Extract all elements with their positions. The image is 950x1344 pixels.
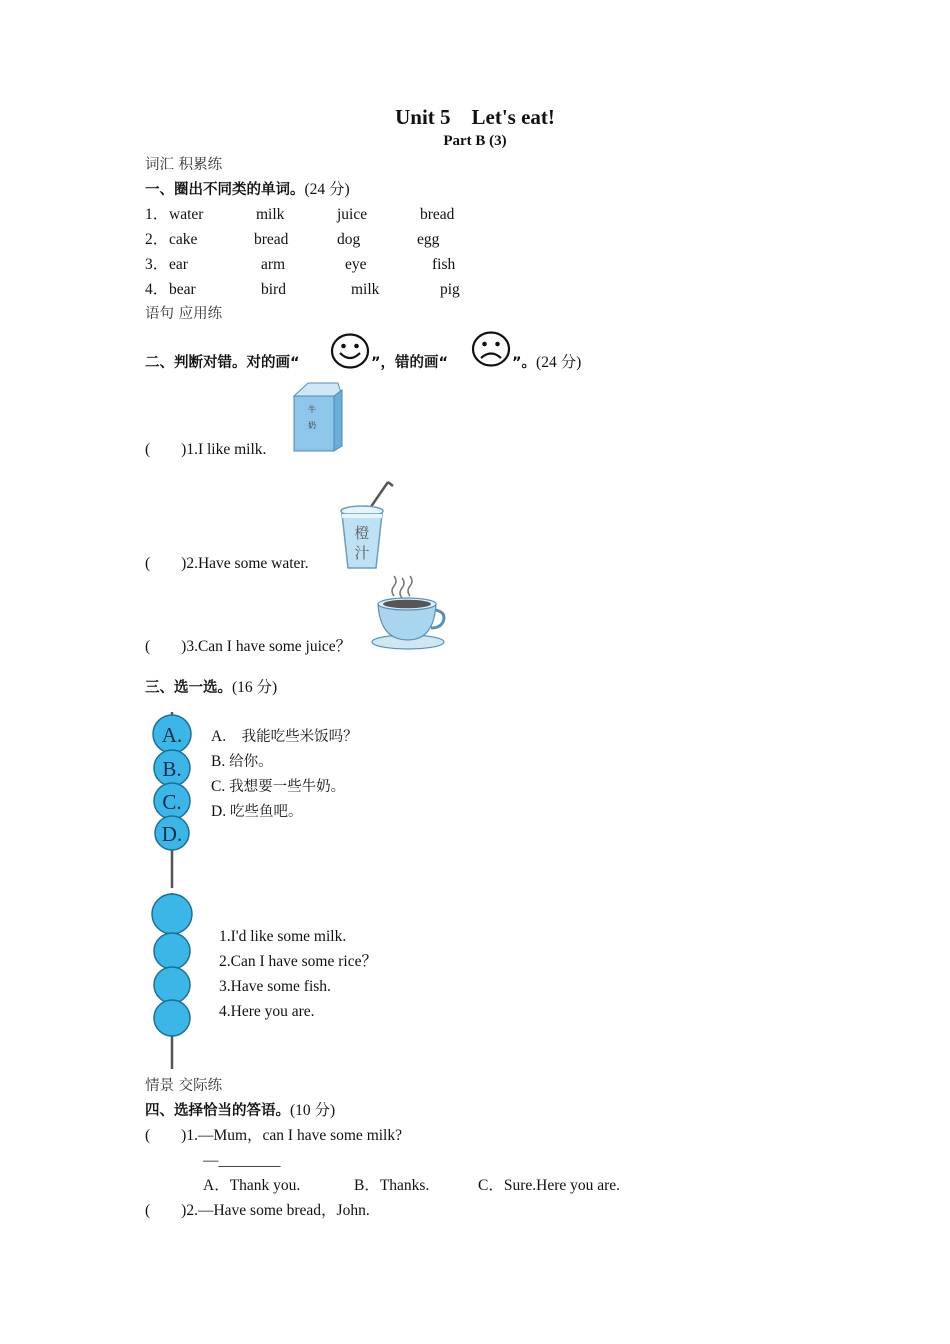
s1-row-1-word-1[interactable]: water xyxy=(169,206,204,223)
s3-option-b xyxy=(211,752,273,772)
s3-option-c xyxy=(211,777,345,797)
milk-label-top: 牛 xyxy=(308,405,316,414)
s4-q2-text: 2.—Have some bread，John. xyxy=(186,1202,370,1219)
page-subtitle xyxy=(0,131,950,151)
option-text: 吃些鱼吧。 xyxy=(229,804,303,820)
s1-row-1-num: 1． xyxy=(145,206,169,223)
s1-row-4-word-4[interactable]: pig xyxy=(440,281,460,298)
s4-q1-choice-c[interactable]: C．Sure.Here you are. xyxy=(478,1177,621,1194)
option-key: C. xyxy=(211,778,226,795)
juice-label-bottom: 汁 xyxy=(354,544,370,562)
section2-heading-end: ”。 xyxy=(512,355,537,371)
bead-d xyxy=(155,816,189,850)
s1-row-1-word-3[interactable]: juice xyxy=(337,206,368,223)
s3-sentence-1: 1.I'd like some milk. xyxy=(219,928,347,945)
section2-points: (24 分) xyxy=(536,354,582,371)
s1-row-1-word-2[interactable]: milk xyxy=(256,206,285,223)
section1-title: 一、圈出不同类的单词。 xyxy=(145,182,305,198)
s4-q1-text: 1.—Mum，can I have some milk? xyxy=(186,1127,402,1144)
s1-row-3-num: 3． xyxy=(145,256,169,273)
s2-item-1 xyxy=(145,440,266,460)
part-number: (3) xyxy=(489,133,507,149)
sad-face-icon xyxy=(470,330,512,368)
s1-row-4-num: 4． xyxy=(145,281,169,298)
juice-cup-image xyxy=(336,478,398,572)
s3-option-a xyxy=(211,727,358,747)
category-situation: 情景 交际练 xyxy=(145,1078,223,1094)
option-key: A. xyxy=(211,728,227,745)
answer-blank[interactable]: ( ) xyxy=(145,1127,187,1144)
bead-c xyxy=(154,783,190,819)
section1-points: (24 分) xyxy=(304,181,350,198)
blank-beads-image xyxy=(148,893,196,1071)
s4-q1-choice-b[interactable]: B．Thanks. xyxy=(354,1177,430,1194)
category-vocab: 词汇 积累练 xyxy=(145,157,223,173)
s1-row-4-word-1[interactable]: bear xyxy=(169,281,196,298)
s1-row-4-word-2[interactable]: bird xyxy=(261,281,286,298)
blank-bead-3[interactable] xyxy=(154,967,190,1003)
blank-bead-2[interactable] xyxy=(154,933,190,969)
section1-heading xyxy=(145,180,350,200)
bead-c-label: C. xyxy=(162,790,182,814)
coffee-cup-image xyxy=(368,574,448,652)
section3-title: 三、选一选。 xyxy=(145,680,232,696)
s1-row-3-word-1[interactable]: ear xyxy=(169,256,188,273)
section2-heading-a: 二、判断对错。对的画“ xyxy=(145,355,300,371)
s4-q1-choice-a[interactable]: A．Thank you. xyxy=(203,1177,301,1194)
category-sentence: 语句 应用练 xyxy=(145,306,223,322)
option-text: 我能吃些米饭吗？ xyxy=(241,729,358,745)
s3-sentence-2: 2.Can I have some rice？ xyxy=(219,953,377,970)
s2-item-2 xyxy=(145,554,309,574)
section2-heading-b: ”，错的画“ xyxy=(371,355,449,371)
s4-question-1 xyxy=(145,1126,402,1146)
bead-a-label: A. xyxy=(161,723,183,747)
blank-bead-4[interactable] xyxy=(154,1000,190,1036)
milk-carton-image xyxy=(288,380,346,454)
option-key: D. xyxy=(211,803,227,820)
answer-blank[interactable]: ( ) xyxy=(145,1202,187,1219)
s1-row-2-num: 2． xyxy=(145,231,169,248)
s2-item-1-text: 1.I like milk. xyxy=(186,441,267,458)
bead-a xyxy=(153,715,191,753)
s1-row-3-word-4[interactable]: fish xyxy=(432,256,456,273)
s3-option-d xyxy=(211,802,302,822)
answer-blank[interactable]: ( ) xyxy=(145,441,187,458)
s2-item-2-text: 2.Have some water. xyxy=(186,555,309,572)
blank-bead-1[interactable] xyxy=(152,894,192,934)
section4-heading xyxy=(145,1101,335,1121)
answer-blank[interactable]: ( ) xyxy=(145,555,187,572)
section3-points: (16 分) xyxy=(232,679,278,696)
s1-row-4-word-3[interactable]: milk xyxy=(351,281,380,298)
s1-row-2-word-4[interactable]: egg xyxy=(417,231,440,248)
bead-b-label: B. xyxy=(162,757,182,781)
s3-sentence-3: 3.Have some fish. xyxy=(219,978,331,995)
juice-label-top: 橙 xyxy=(354,524,370,542)
section2-heading-c xyxy=(512,353,581,373)
letter-beads-image xyxy=(148,712,196,890)
s1-row-1-word-4[interactable]: bread xyxy=(420,206,455,223)
s1-row-3-word-3[interactable]: eye xyxy=(345,256,367,273)
bead-d-label: D. xyxy=(161,822,183,846)
s2-item-3 xyxy=(145,637,351,657)
part-label: Part B xyxy=(443,133,486,149)
answer-blank[interactable]: ( ) xyxy=(145,638,187,655)
section4-title: 四、选择恰当的答语。 xyxy=(145,1103,290,1119)
option-text: 给你。 xyxy=(229,754,273,770)
smile-face-icon xyxy=(329,332,371,370)
s1-row-2-word-3[interactable]: dog xyxy=(337,231,361,248)
bead-b xyxy=(154,750,190,786)
s1-row-3-word-2[interactable]: arm xyxy=(261,256,286,273)
s2-item-3-text: 3.Can I have some juice？ xyxy=(186,638,352,655)
s1-row-2-word-1[interactable]: cake xyxy=(169,231,198,248)
s1-row-2-word-2[interactable]: bread xyxy=(254,231,289,248)
milk-label-bottom: 奶 xyxy=(308,421,316,430)
section4-points: (10 分) xyxy=(290,1102,336,1119)
option-text: 我想要一些牛奶。 xyxy=(229,779,346,795)
section3-heading xyxy=(145,678,277,698)
page-title: Unit 5 Let's eat! xyxy=(395,105,555,129)
option-key: B. xyxy=(211,753,226,770)
s4-question-2 xyxy=(145,1201,370,1221)
s4-q1-answer-line[interactable]: —________ xyxy=(203,1152,281,1169)
s3-sentence-4: 4.Here you are. xyxy=(219,1003,315,1020)
